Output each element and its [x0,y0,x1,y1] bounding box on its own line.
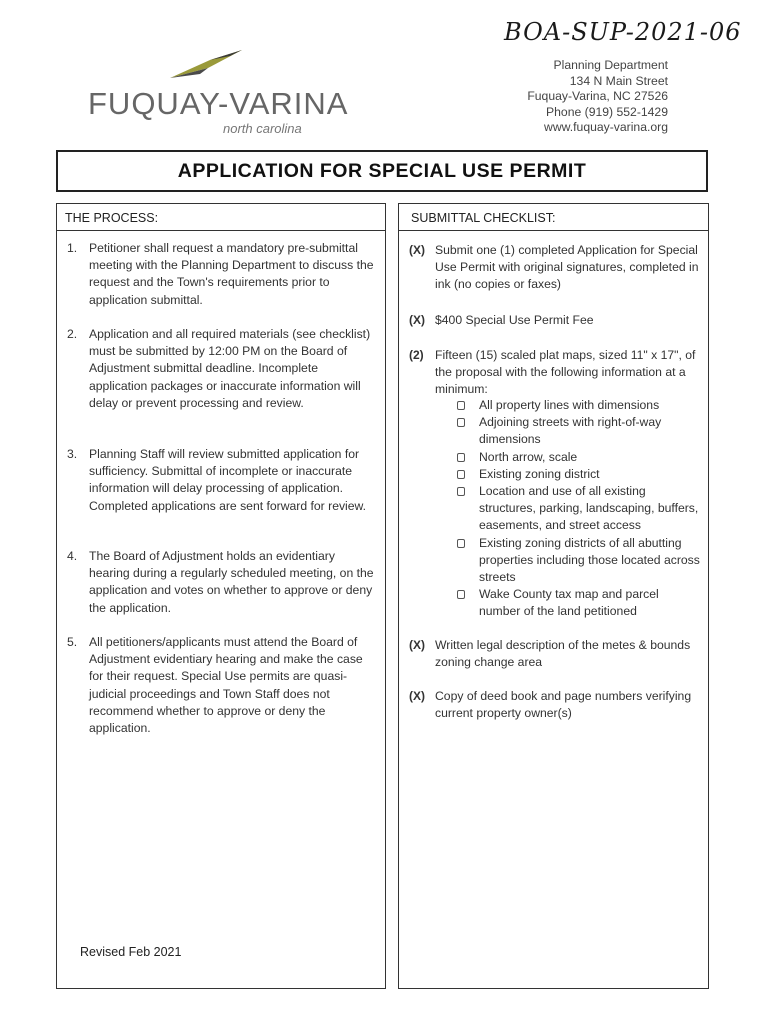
checklist-text: Fifteen (15) scaled plat maps, sized 11" x 17", of the proposal with the following information at a minimum: [435,348,696,397]
address-line: www.fuquay-varina.org [544,120,668,134]
plat-requirement-text: Existing zoning districts of all abutting properties including those located across streets [479,535,700,585]
checklist-mark[interactable]: (2) [409,348,424,362]
handwritten-case-number: BOA-SUP-2021-06 [504,18,742,46]
checkbox-icon[interactable] [457,539,465,548]
address-line: Phone (919) 552-1429 [546,104,668,119]
checklist-text: Submit one (1) completed Application for Special Use Permit with original signatures, completed in ink (no copies or faxes) [435,243,699,292]
process-panel [56,203,386,989]
process-step-number: 4. [67,549,78,563]
address-line: 134 N Main Street [569,73,668,88]
town-logo-mark-icon [170,50,242,80]
address-line: Planning Department [553,58,668,72]
checklist-text: Written legal description of the metes & bounds zoning change area [435,638,691,670]
checkbox-icon[interactable] [457,470,465,479]
plat-requirement-text: North arrow, scale [479,449,578,464]
process-step-text: The Board of Adjustment holds an evidentiary hearing during a regularly scheduled meeting, on the application and votes on whether to approve or deny the application. [89,549,374,615]
checkbox-icon[interactable] [457,401,465,410]
checklist-heading: SUBMITTAL CHECKLIST: [411,211,556,225]
process-step [57,446,385,536]
process-step-text: Application and all required materials (see checklist) must be submitted by 12:00 PM on the Board of Adjustment submittal deadline. Incomplete application packages or inaccurate information will delay or prevent processing and review. [89,327,371,410]
plat-requirement [451,466,701,483]
checklist-mark[interactable]: (X) [409,689,425,703]
checklist-text: $400 Special Use Permit Fee [435,313,594,327]
checkbox-icon[interactable] [457,453,465,462]
checklist-text: Copy of deed book and page numbers verifying current property owner(s) [435,689,692,721]
process-divider [57,230,385,231]
process-step [57,634,385,744]
process-step [57,548,385,623]
process-step [57,326,385,436]
town-logo-name: FUQUAY-VARINA [88,86,349,121]
process-step-text: All petitioners/applicants must attend the Board of Adjustment evidentiary hearing and make the case for their request. Special Use permits are quasi-judicial proceedings and Town Staff does not recommend whether to approve or deny the application. [89,635,363,736]
checklist-item [399,312,708,332]
checklist-mark[interactable]: (X) [409,313,425,327]
process-step [57,240,385,315]
title-box [56,150,708,192]
checklist-item [399,637,708,675]
department-address [527,58,668,136]
plat-requirement-text: Wake County tax map and parcel number of the land petitioned [479,587,659,619]
checklist-mark[interactable]: (X) [409,243,425,257]
process-step-number: 3. [67,447,78,461]
process-step-text: Petitioner shall request a mandatory pre-submittal meeting with the Planning Department to discuss the request and the Town's requirements prior to application submittal. [89,241,374,307]
checklist-divider [399,230,708,231]
checklist-item [399,347,708,402]
checklist-item [399,688,708,726]
plat-requirement [451,586,701,620]
plat-requirement-text: Location and use of all existing structures, parking, landscaping, buffers, easements, and street access [479,484,699,533]
process-step-number: 2. [67,327,78,341]
plat-requirement [451,449,701,466]
checkbox-icon[interactable] [457,487,465,496]
page-title: APPLICATION FOR SPECIAL USE PERMIT [177,159,587,182]
plat-requirement-text: Existing zoning district [479,466,600,481]
checkbox-icon[interactable] [457,590,465,599]
plat-requirement-text: All property lines with dimensions [479,398,660,412]
plat-requirement [451,397,701,414]
plat-requirement [451,483,701,535]
town-logo-subtitle: north carolina [223,121,302,136]
plat-requirements-list [451,397,701,621]
checklist-panel [398,203,709,989]
process-step-number: 5. [67,635,78,649]
checkbox-icon[interactable] [457,418,465,427]
plat-requirement [451,414,701,448]
process-heading: THE PROCESS: [65,211,159,225]
checklist-mark[interactable]: (X) [409,638,425,652]
checklist-item [399,242,708,297]
process-step-text: Planning Staff will review submitted application for sufficiency. Submittal of incomplete or inaccurate information will delay processing of application. Completed applications are sent forward for review. [89,447,367,513]
plat-requirement [451,535,701,587]
plat-requirement-text: Adjoining streets with right-of-way dimensions [479,415,662,447]
revision-note: Revised Feb 2021 [80,945,182,959]
address-line: Fuquay-Varina, NC 27526 [527,89,668,103]
process-step-number: 1. [67,241,78,255]
